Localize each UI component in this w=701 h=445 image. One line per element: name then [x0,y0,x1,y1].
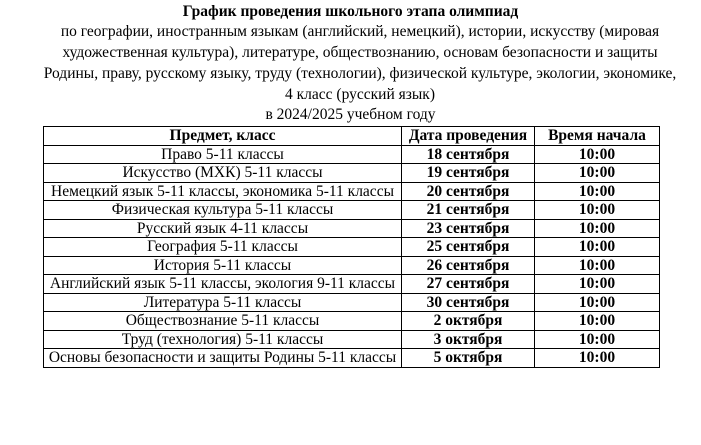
document-subtitle: по географии, иностранным языкам (английский, немецкий), истории, искусству (мировая художественная культура), литературе, обществознанию, основам безопасности и защиты Родины, праву, русскому языку, труду (технологии), физической культуре, экологии, экономике, 4 класс (русский язык) [43,23,677,103]
time-cell: 10:00 [535,201,660,220]
time-cell: 10:00 [535,293,660,312]
table-row [44,349,660,368]
date-cell: 25 сентября [402,238,535,257]
academic-year: в 2024/2025 учебном году [265,106,436,123]
subject-cell: История 5-11 классы [44,256,402,275]
date-cell: 23 сентября [402,219,535,238]
subject-cell: Литература 5-11 классы [44,293,402,312]
subject-cell: Искусство (МХК) 5-11 классы [44,164,402,183]
subject-cell: Право 5-11 классы [44,145,402,164]
table-row [44,312,660,331]
column-header-time: Время начала [535,127,660,146]
table-row [44,238,660,257]
column-header-date: Дата проведения [402,127,535,146]
date-cell: 27 сентября [402,275,535,294]
time-cell: 10:00 [535,330,660,349]
table-row [44,164,660,183]
table-row [44,219,660,238]
date-cell: 5 октября [402,349,535,368]
table-row [44,330,660,349]
olympiad-schedule-table [43,126,660,368]
subject-cell: Обществознание 5-11 классы [44,312,402,331]
subject-cell: Труд (технология) 5-11 классы [44,330,402,349]
date-cell: 26 сентября [402,256,535,275]
time-cell: 10:00 [535,182,660,201]
date-cell: 21 сентября [402,201,535,220]
date-cell: 30 сентября [402,293,535,312]
time-cell: 10:00 [535,219,660,238]
document-title: График проведения школьного этапа олимпиад [182,3,519,20]
subject-cell: Английский язык 5-11 классы, экология 9-11 классы [44,275,402,294]
table-row [44,145,660,164]
table-row [44,256,660,275]
date-cell: 3 октября [402,330,535,349]
time-cell: 10:00 [535,164,660,183]
subject-cell: Немецкий язык 5-11 классы, экономика 5-11 классы [44,182,402,201]
time-cell: 10:00 [535,312,660,331]
date-cell: 20 сентября [402,182,535,201]
time-cell: 10:00 [535,145,660,164]
subject-cell: Русский язык 4-11 классы [44,219,402,238]
subject-cell: Основы безопасности и защиты Родины 5-11 классы [44,349,402,368]
table-row [44,201,660,220]
column-header-subject: Предмет, класс [44,127,402,146]
table-row [44,182,660,201]
time-cell: 10:00 [535,256,660,275]
time-cell: 10:00 [535,275,660,294]
time-cell: 10:00 [535,238,660,257]
time-cell: 10:00 [535,349,660,368]
table-row [44,275,660,294]
date-cell: 18 сентября [402,145,535,164]
table-header-row [44,127,660,146]
date-cell: 2 октября [402,312,535,331]
date-cell: 19 сентября [402,164,535,183]
table-row [44,293,660,312]
subject-cell: Физическая культура 5-11 классы [44,201,402,220]
subject-cell: География 5-11 классы [44,238,402,257]
